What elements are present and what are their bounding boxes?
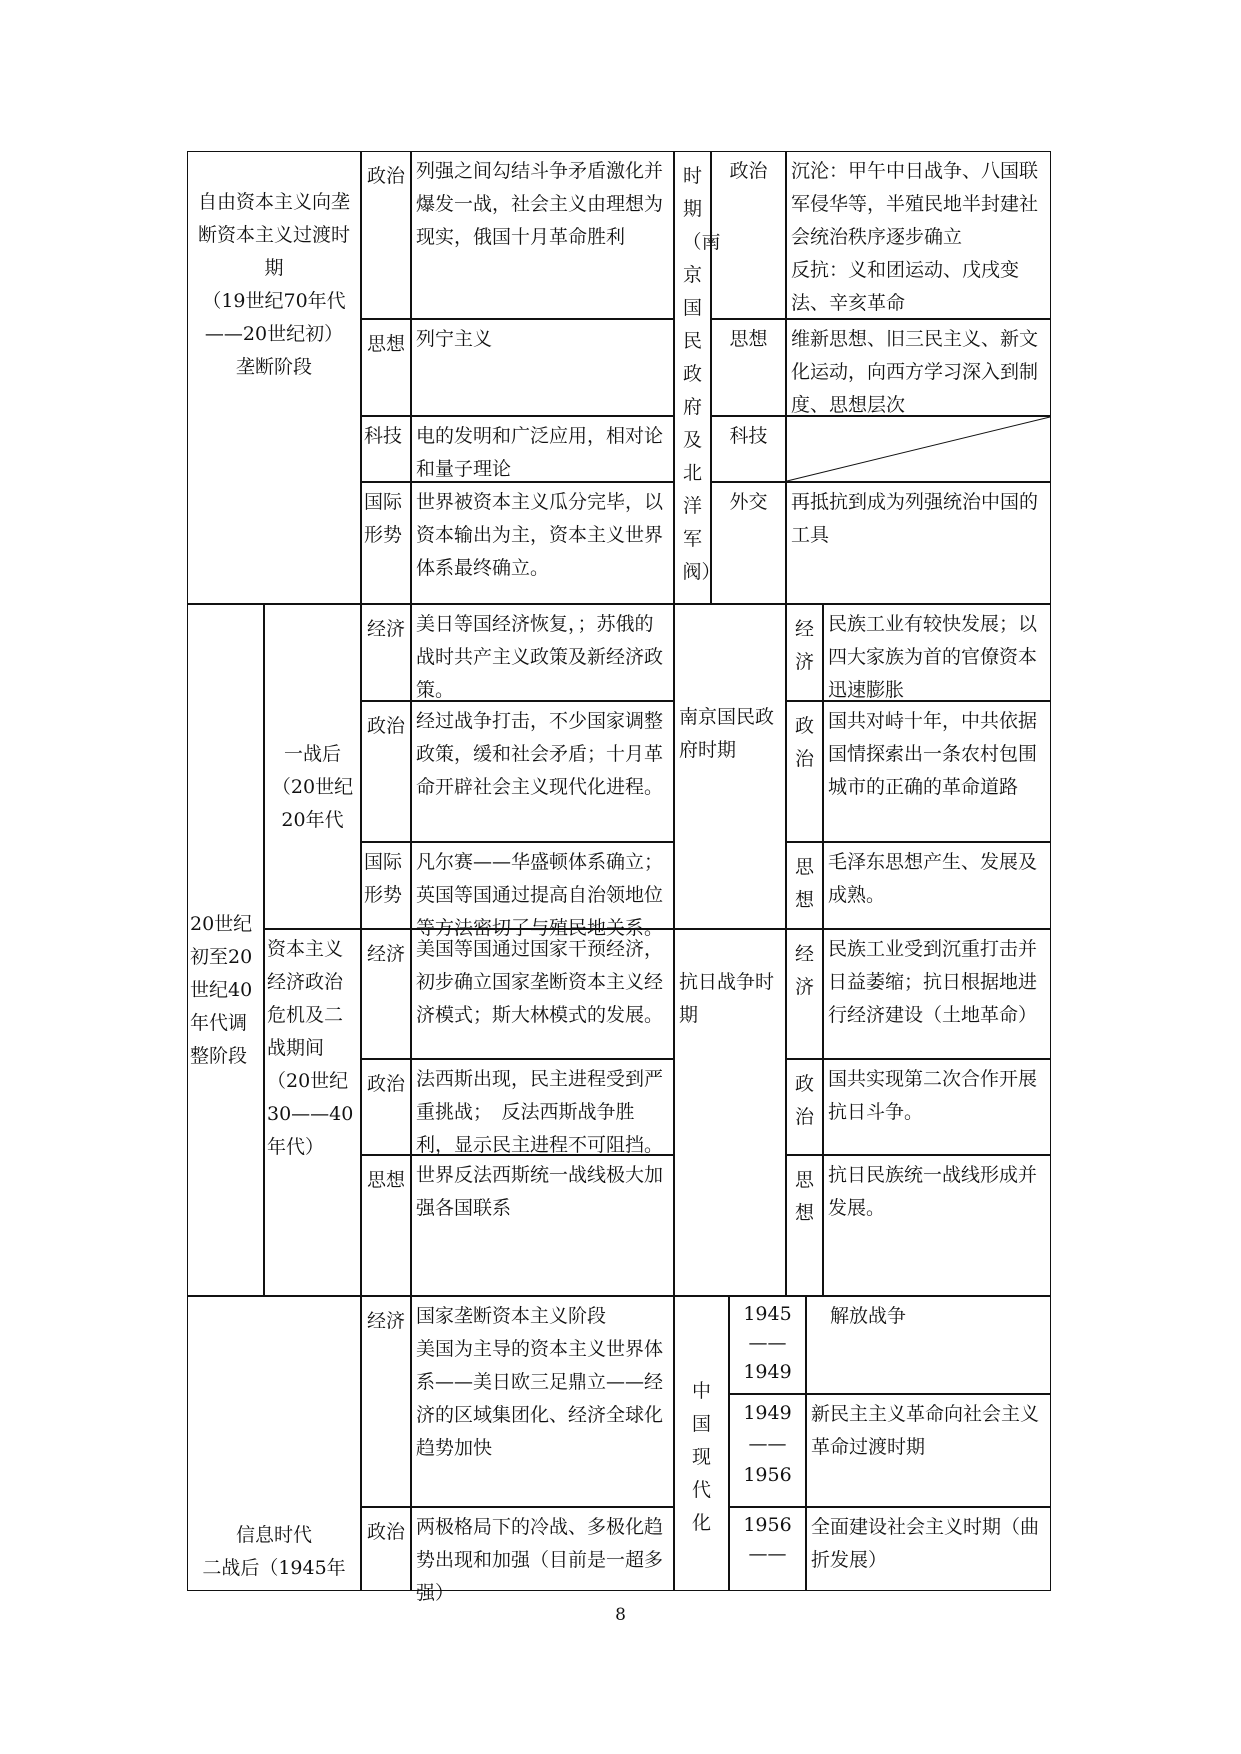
liberation-war: 解放战争: [806, 1296, 1051, 1394]
period-cell-adjustment: 20世纪初至20世纪40年代调整阶段: [187, 604, 264, 1296]
label-china-thought: 思想: [786, 1155, 823, 1296]
china-thought-3: 抗日民族统一战线形成并发展。: [823, 1155, 1051, 1296]
label-china-politics: 政治: [786, 1059, 823, 1155]
label-china-politics: 政治: [711, 151, 786, 319]
years-1949-1956: 1949 —— 1956: [729, 1394, 806, 1507]
label-intl: 国际形势: [361, 842, 411, 929]
world-politics-1: 列强之间勾结斗争矛盾激化并爆发一战，社会主义由理想为现实，俄国十月革命胜利: [411, 151, 674, 319]
world-thought-3: 世界反法西斯统一战线极大加强各国联系: [411, 1155, 674, 1296]
label-politics: 政治: [361, 701, 411, 842]
china-diplomacy-1: 再抵抗到成为列强统治中国的工具: [786, 482, 1051, 604]
china-economy-3: 民族工业受到沉重打击并日益萎缩；抗日根据地进行经济建设（土地革命）: [823, 929, 1051, 1059]
china-tech-empty-diagonal: [786, 416, 1051, 482]
label-economy: 经济: [361, 1296, 411, 1507]
socialist-construction: 全面建设社会主义时期（曲折发展）: [806, 1507, 1051, 1591]
world-politics-3: 法西斯出现，民主进程受到严重挑战； 反法西斯战争胜利，显示民主进程不可阻挡。: [411, 1059, 674, 1155]
page-number: 8: [615, 1605, 626, 1625]
label-thought: 思想: [361, 319, 411, 416]
world-economy-4: 国家垄断资本主义阶段 美国为主导的资本主义世界体系——美日欧三足鼎立——经济的区域集团化、经济全球化趋势加快: [411, 1296, 674, 1507]
label-thought: 思想: [361, 1155, 411, 1296]
world-politics-2: 经过战争打击，不少国家调整政策，缓和社会矛盾；十月革命开辟社会主义现代化进程。: [411, 701, 674, 842]
china-politics-2: 国共对峙十年，中共依据国情探索出一条农村包围城市的正确的革命道路: [823, 701, 1051, 842]
china-politics-1: 沉沦：甲午中日战争、八国联军侵华等，半殖民地半封建社会统治秩序逐步确立 反抗：义和团运动、戊戌变法、辛亥革命: [786, 151, 1051, 319]
years-1956: 1956 ——: [729, 1507, 806, 1591]
china-period-anti-japanese: 抗日战争时期: [674, 929, 786, 1296]
world-economy-2: 美日等国经济恢复，；苏俄的战时共产主义政策及新经济政策。: [411, 604, 674, 701]
world-intl-2: 凡尔赛——华盛顿体系确立；英国等国通过提高自治领地位等方法密切了与殖民地关系。: [411, 842, 674, 929]
label-china-diplomacy: 外交: [711, 482, 786, 604]
label-economy: 经济: [361, 929, 411, 1059]
china-period-modernization: 中国现代化: [674, 1296, 729, 1591]
label-economy: 经济: [361, 604, 411, 701]
china-politics-3: 国共实现第二次合作开展抗日斗争。: [823, 1059, 1051, 1155]
period-cell-post-ww1: 一战后 （20世纪20年代: [264, 604, 361, 929]
china-period-nanjing: 南京国民政府时期: [674, 604, 786, 929]
label-china-thought: 思想: [786, 842, 823, 929]
label-china-politics: 政治: [786, 701, 823, 842]
world-economy-3: 美国等国通过国家干预经济，初步确立国家垄断资本主义经济模式；斯大林模式的发展。: [411, 929, 674, 1059]
transition-period: 新民主主义革命向社会主义革命过渡时期: [806, 1394, 1051, 1507]
label-politics: 政治: [361, 1507, 411, 1591]
period-cell-information-age: 信息时代 二战后（1945年: [187, 1296, 361, 1591]
china-thought-1: 维新思想、旧三民主义、新文化运动，向西方学习深入到制度、思想层次: [786, 319, 1051, 416]
world-politics-4: 两极格局下的冷战、多极化趋势出现和加强（目前是一超多强）: [411, 1507, 674, 1591]
china-thought-2: 毛泽东思想产生、发展及成熟。: [823, 842, 1051, 929]
label-tech: 科技: [361, 416, 411, 482]
label-china-tech: 科技: [711, 416, 786, 482]
period-cell-crisis-ww2: 资本主义经济政治危机及二战期间 （20世纪30——40年代）: [264, 929, 361, 1296]
period-cell-monopoly-transition: 自由资本主义向垄断资本主义过渡时期 （19世纪70年代——20世纪初） 垄断阶段: [187, 151, 361, 604]
world-intl-1: 世界被资本主义瓜分完毕，以资本输出为主，资本主义世界体系最终确立。: [411, 482, 674, 604]
label-china-economy: 经济: [786, 604, 823, 701]
label-politics: 政治: [361, 151, 411, 319]
china-period-northern-govt: 时期（南京国民政府及北洋军阀）: [674, 151, 711, 604]
world-thought-1: 列宁主义: [411, 319, 674, 416]
years-1945-1949: 1945 —— 1949: [729, 1296, 806, 1394]
diagonal-line: [787, 417, 1050, 481]
label-china-economy: 经济: [786, 929, 823, 1059]
label-intl: 国际形势: [361, 482, 411, 604]
label-politics: 政治: [361, 1059, 411, 1155]
world-tech-1: 电的发明和广泛应用，相对论和量子理论: [411, 416, 674, 482]
history-comparison-table: [187, 151, 1051, 1604]
label-china-thought: 思想: [711, 319, 786, 416]
china-economy-2: 民族工业有较快发展；以四大家族为首的官僚资本迅速膨胀: [823, 604, 1051, 701]
